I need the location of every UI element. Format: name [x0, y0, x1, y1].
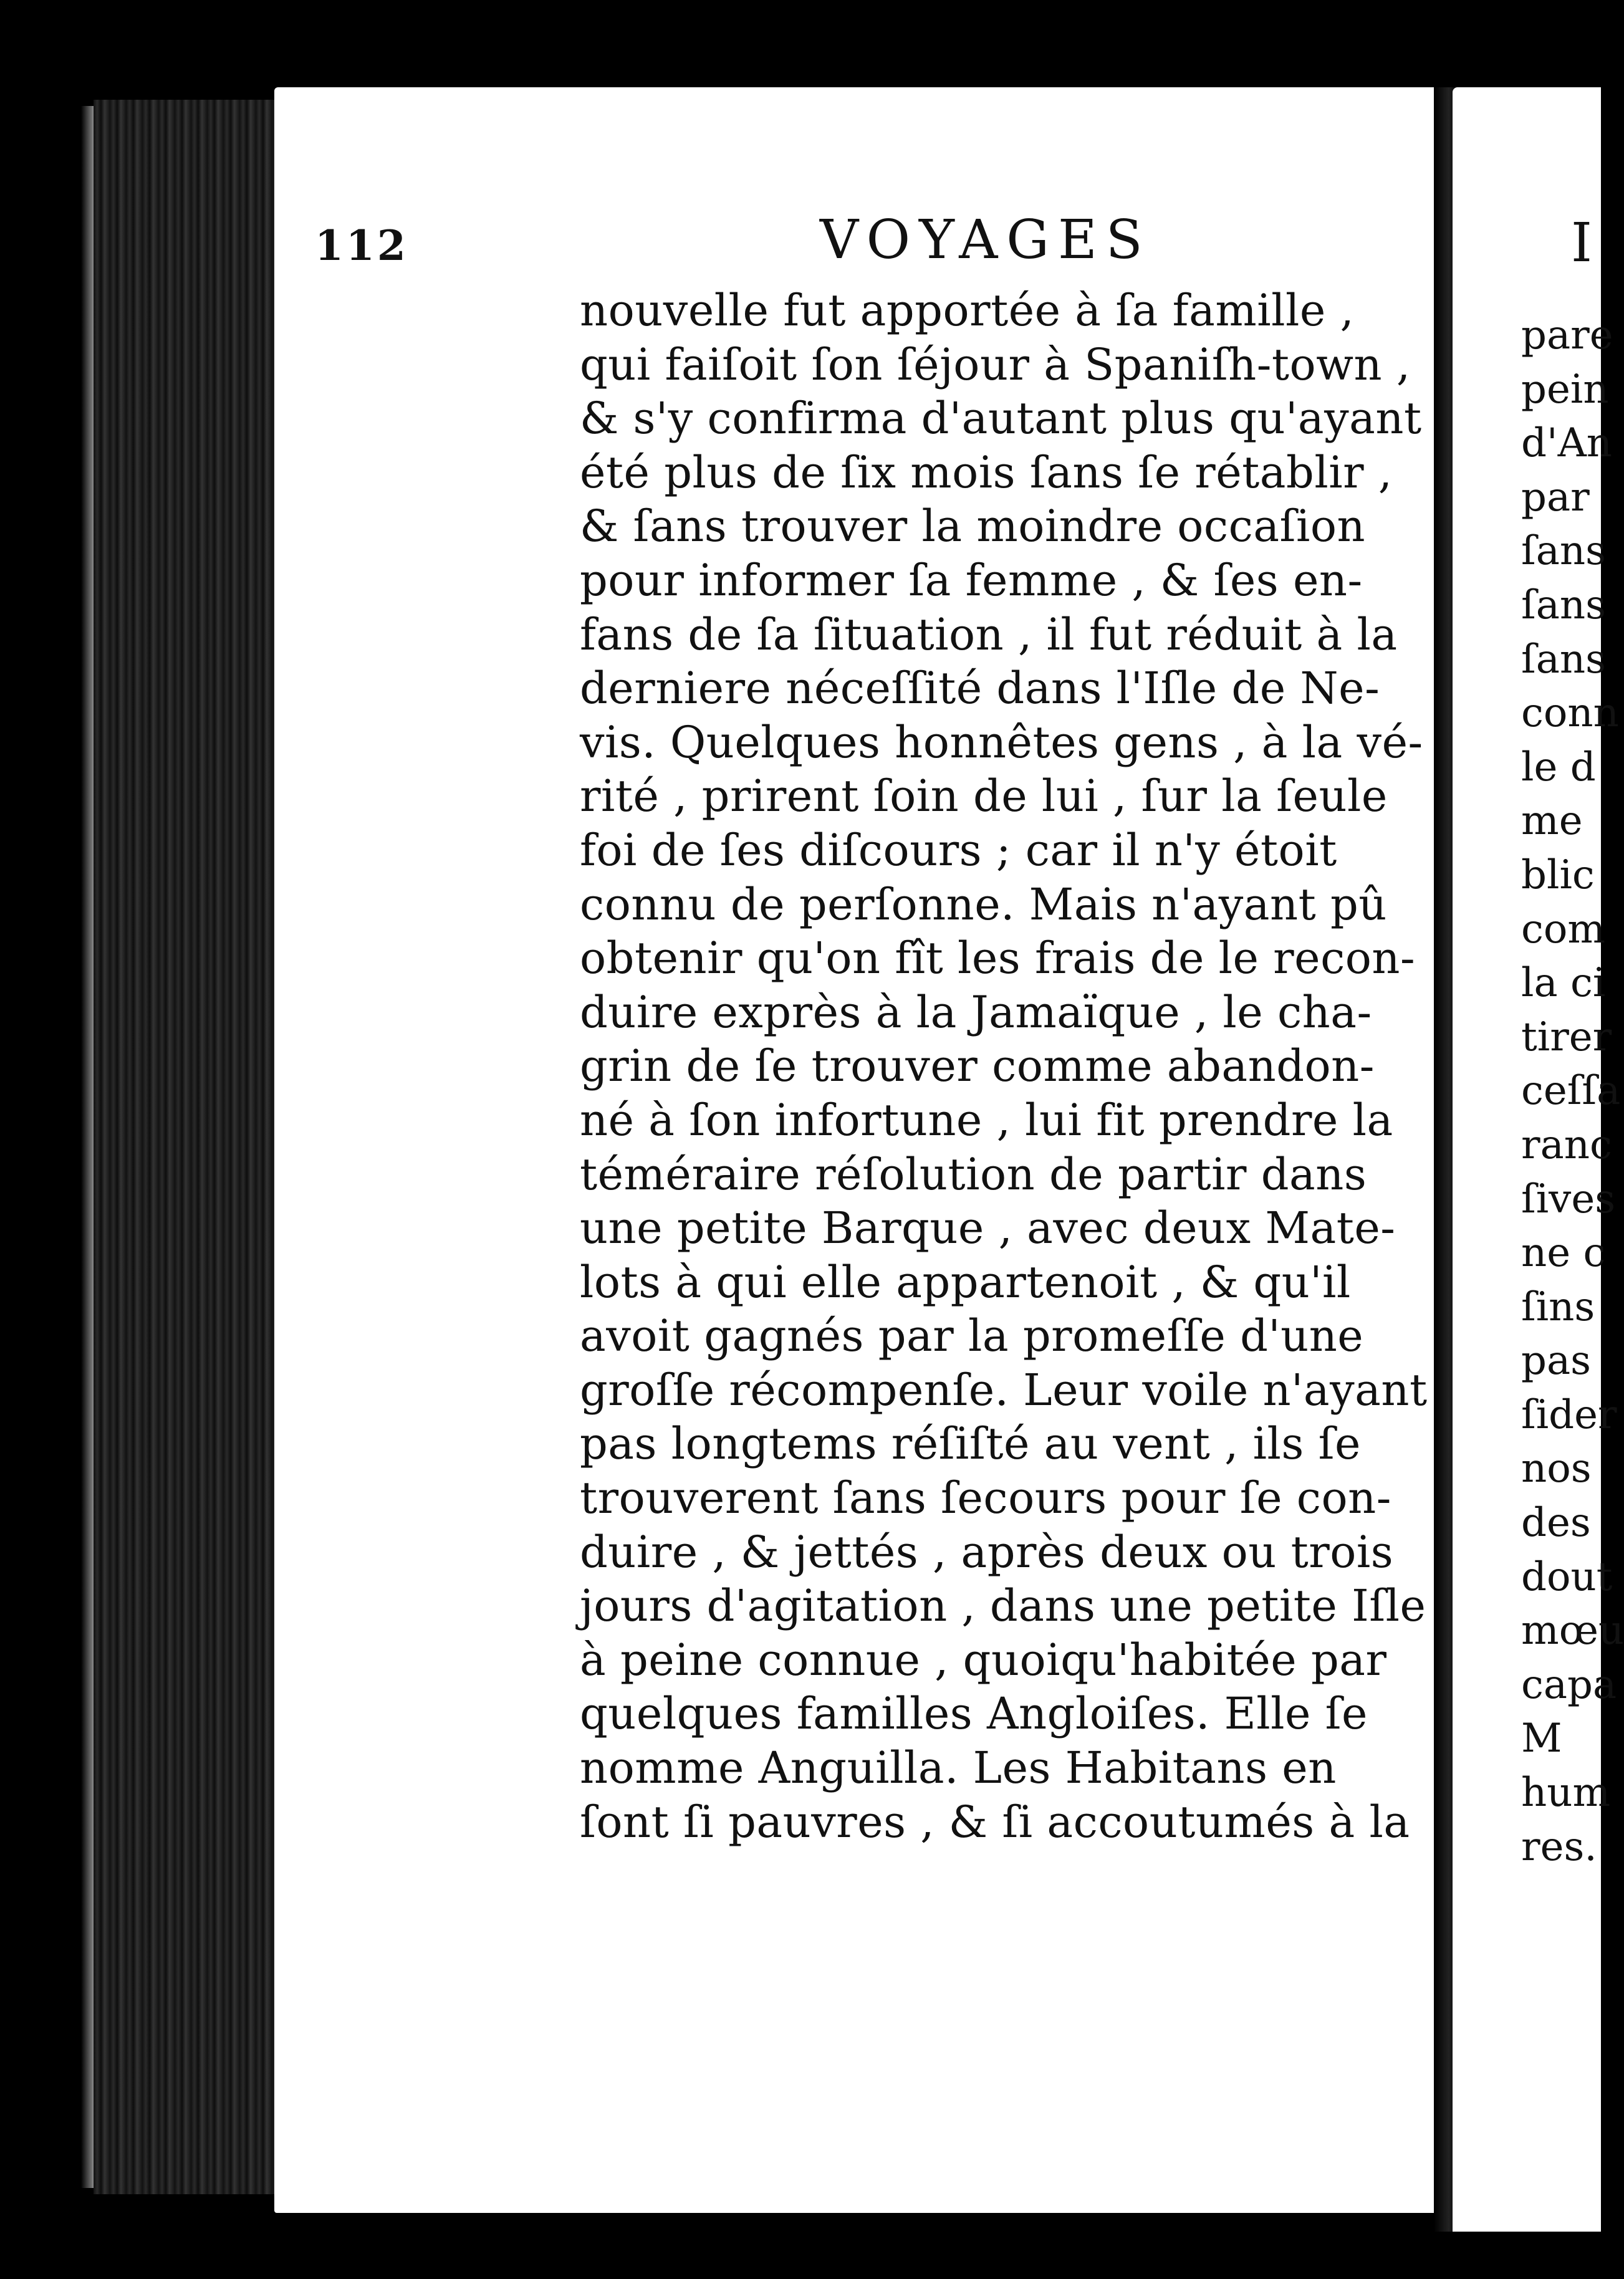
right-page-line-fragment: nos — [1521, 1446, 1592, 1492]
right-page-line-fragment: des — [1521, 1500, 1591, 1547]
text-line: connu de perſonne. Mais n'ayant pû — [580, 878, 1387, 930]
text-line: derniere néceſſité dans l'Iſle de Ne- — [580, 663, 1380, 714]
right-page-line-fragment: pein — [1521, 366, 1609, 413]
text-line: trouverent ſans ſecours pour ſe con- — [580, 1472, 1391, 1524]
right-page-header-fragment: I — [1571, 212, 1592, 274]
text-line: nouvelle fut apportée à ſa famille , — [580, 285, 1355, 336]
text-line: avoit gagnés par la promeſſe d'une — [580, 1310, 1364, 1362]
text-line: jours d'agitation , dans une petite Iſle — [580, 1580, 1426, 1632]
right-page-line-fragment: pare — [1521, 312, 1613, 358]
text-line: une petite Barque , avec deux Mate- — [580, 1202, 1396, 1254]
right-page-text — [1521, 309, 1624, 1874]
right-page-line-fragment: com — [1521, 906, 1606, 952]
right-page-line-fragment: mœu — [1521, 1608, 1624, 1654]
book-fore-edge — [94, 100, 274, 2194]
text-line: & ſans trouver la moindre occaſion — [580, 501, 1366, 552]
right-page-line-fragment: d'An — [1521, 420, 1612, 467]
right-page-line-fragment: ceſſa — [1521, 1068, 1621, 1115]
right-page-line-fragment: blic — [1521, 852, 1595, 898]
left-page-header — [315, 209, 1213, 277]
text-line: pas longtems réſiſté au vent , ils ſe — [580, 1418, 1361, 1470]
right-page-line-fragment: pas — [1521, 1338, 1591, 1384]
right-page-line-fragment: ſives — [1521, 1176, 1616, 1222]
text-line: duire exprès à la Jamaïque , le cha- — [580, 986, 1372, 1038]
right-page-line-fragment: M — [1521, 1715, 1562, 1762]
right-page-line-fragment: conn — [1521, 690, 1619, 737]
text-line: né à ſon infortune , lui fit prendre la — [580, 1094, 1393, 1146]
right-page-line-fragment: ranc — [1521, 1121, 1612, 1168]
right-page-line-fragment: hum — [1521, 1770, 1611, 1816]
text-line: à peine connue , quoiqu'habitée par — [580, 1634, 1387, 1686]
text-line: obtenir qu'on fît les frais de le recon- — [580, 933, 1416, 984]
text-line: fans de ſa ſituation , il fut réduit à la — [580, 608, 1398, 660]
text-line: pour informer ſa femme , & ſes en- — [580, 554, 1363, 606]
right-page-line-fragment: ſins — [1521, 1283, 1595, 1330]
right-page-line-fragment: la ci — [1521, 960, 1606, 1007]
right-page-line-fragment: ne c — [1521, 1230, 1606, 1277]
text-line: été plus de ſix mois ſans ſe rétablir , — [580, 446, 1393, 498]
text-line: qui faiſoit ſon ſéjour à Spaniſh-town , — [580, 338, 1411, 390]
text-line: rité , prirent ſoin de lui , ſur la ſeule — [580, 770, 1388, 822]
text-line: lots à qui elle appartenoit , & qu'il — [580, 1256, 1351, 1308]
text-line: & s'y confirma d'autant plus qu'ayant — [580, 393, 1422, 444]
right-page-line-fragment: ſider — [1521, 1391, 1617, 1438]
text-line: duire , & jettés , après deux ou trois — [580, 1526, 1394, 1578]
text-line: vis. Quelques honnêtes gens , à la vé- — [580, 716, 1423, 768]
running-head: VOYAGES — [820, 209, 1151, 271]
page-number: 112 — [315, 221, 408, 270]
right-page-line-fragment: res. — [1521, 1823, 1597, 1870]
right-page-line-fragment: dout — [1521, 1553, 1613, 1600]
text-line: grin de ſe trouver comme abandon- — [580, 1040, 1375, 1092]
right-page-line-fragment: ſans — [1521, 636, 1606, 683]
text-line: quelques familles Angloiſes. Elle ſe — [580, 1688, 1368, 1740]
right-page-line-fragment: par — [1521, 474, 1590, 521]
left-page-text — [580, 284, 1428, 1892]
text-line: téméraire réſolution de partir dans — [580, 1148, 1367, 1200]
right-page-line-fragment: ſans — [1521, 582, 1606, 628]
right-page-line-fragment: tirer — [1521, 1014, 1612, 1060]
right-page-line-fragment: me — [1521, 798, 1583, 845]
right-page-line-fragment: le d — [1521, 744, 1596, 790]
text-line: ſont ſi pauvres , & ſi accoutumés à la — [580, 1796, 1410, 1848]
text-line: groſſe récompenſe. Leur voile n'ayant — [580, 1364, 1428, 1416]
text-line: nomme Anguilla. Les Habitans en — [580, 1742, 1337, 1794]
text-line: foi de ſes diſcours ; car il n'y étoit — [580, 824, 1337, 876]
right-page-line-fragment: ſans — [1521, 528, 1606, 575]
right-page-line-fragment: capa — [1521, 1661, 1617, 1708]
